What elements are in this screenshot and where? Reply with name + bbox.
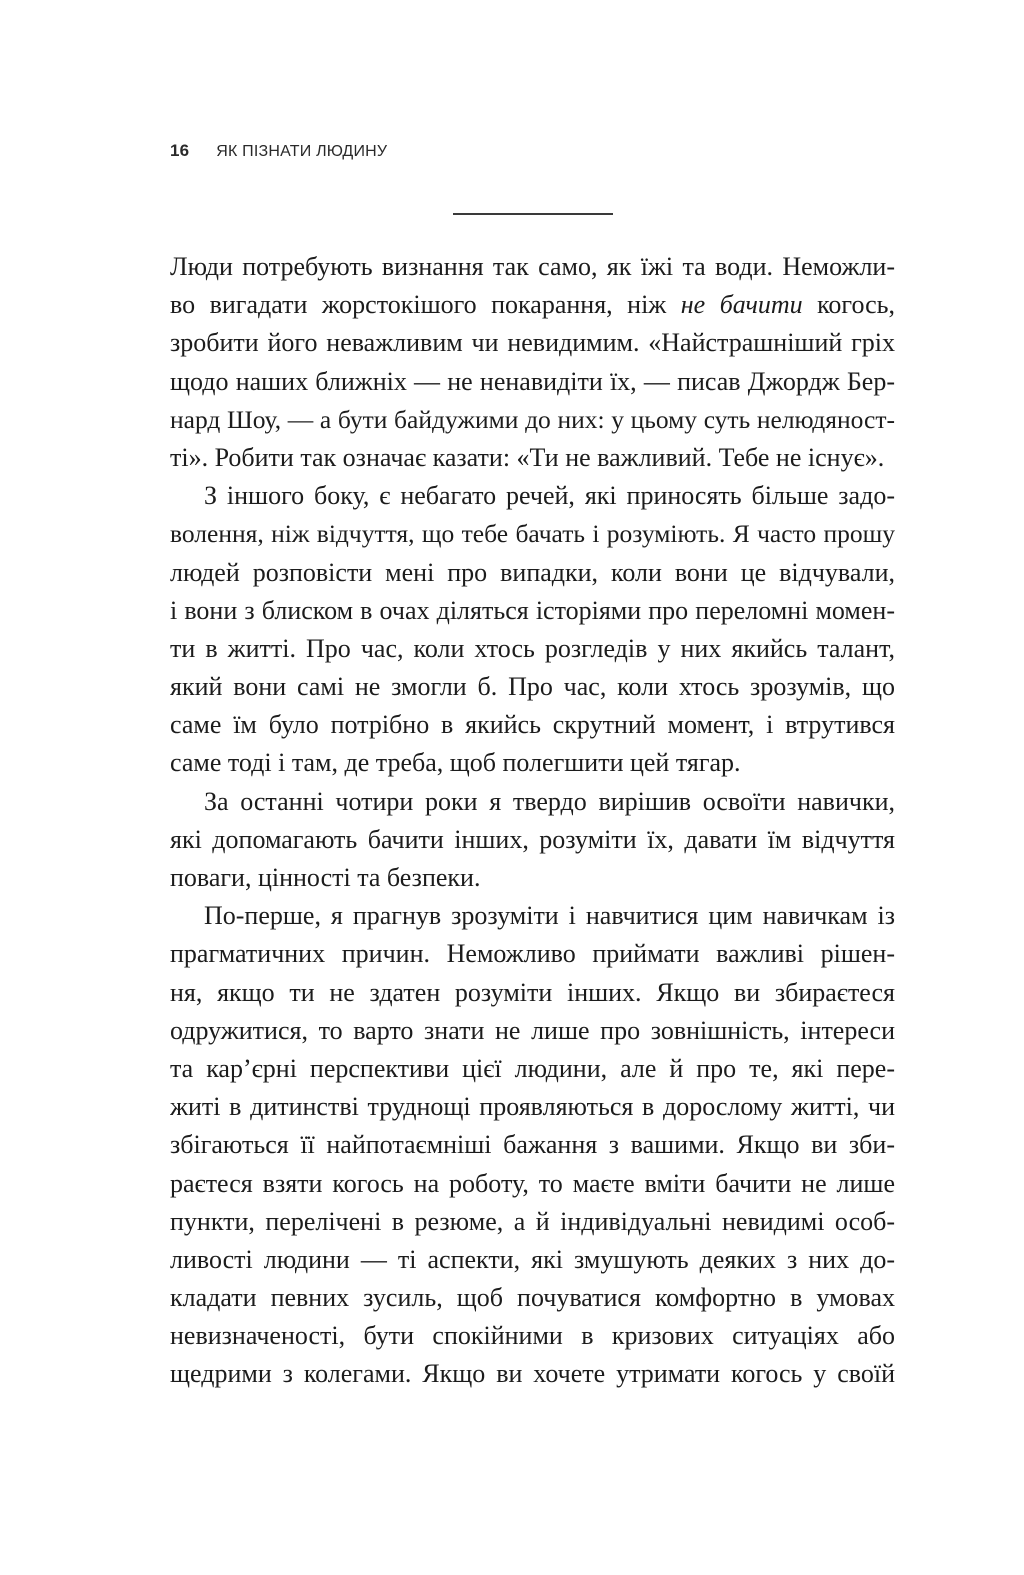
text-line: щодо наших ближніх — не ненавидіти їх, — писав Джордж Бер- [170, 366, 895, 396]
text-line: Люди потребують визнання так само, як їжі та води. Неможли- [170, 252, 895, 281]
text-line: ня, якщо ти не здатен розуміти інших. Якщо ви збираєтеся [170, 977, 895, 1007]
text-line: зробити його неважливим чи невидимим. «Найстрашніший гріх [170, 328, 895, 358]
text-line: волення, ніж відчуття, що тебе бачать і розуміють. Я часто прошу [170, 519, 895, 549]
text-line: людей розповісти мені про випадки, коли вони це відчували, [170, 557, 895, 587]
text-line: та кар’єрні перспективи цієї людини, але й про те, які пере- [170, 1053, 895, 1083]
text-line: саме їм було потрібно в якийсь скрутний момент, і втрутився [170, 710, 895, 740]
text-line: нард Шоу, — а бути байдужими до них: у цьому суть нелюдяност- [170, 404, 895, 434]
section-divider [453, 213, 613, 215]
running-header [170, 141, 387, 161]
text-line: і вони з блиском в очах діляться історіями про переломні момен- [170, 595, 895, 625]
paragraph [170, 477, 895, 783]
text-line: щедрими з колегами. Якщо ви хочете утримати когось у своїй [170, 1359, 895, 1389]
text-line: збігаються її найпотаємніші бажання з вашими. Якщо ви зби- [170, 1130, 895, 1160]
text-line [170, 286, 895, 324]
text-line: який вони самі не змогли б. Про час, коли хтось зрозумів, що [170, 672, 895, 702]
text-line: За останні чотири роки я твердо вирішив освоїти навички, [204, 786, 895, 816]
text-line: раєтеся взяти когось на роботу, то маєте вміти бачити не лише [170, 1168, 895, 1198]
paragraph [170, 783, 895, 898]
text-line: поваги, цінності та безпеки. [170, 863, 481, 892]
text-line: прагматичних причин. Неможливо приймати важливі рішен- [170, 939, 895, 969]
text-line: саме тоді і там, де треба, щоб полегшити цей тягар. [170, 748, 741, 778]
text-line: житі в дитинстві труднощі проявляються в дорослому житті, чи [170, 1092, 895, 1122]
text-line: ті». Робити так означає казати: «Ти не важливий. Тебе не існує». [170, 442, 885, 472]
text-line: пункти, перелічені в резюме, а й індивідуальні невидимі особ- [170, 1206, 895, 1236]
emphasized-text: не бачити [680, 290, 803, 320]
text-line: які допомагають бачити інших, розуміти їх, давати їм відчуття [170, 824, 895, 854]
body-text [170, 248, 895, 1394]
page-number: 16 [170, 141, 190, 160]
text-segment: во вигадати жорстокішого покарання, ніж [170, 290, 681, 320]
paragraph [170, 248, 895, 477]
text-line: кладати певних зусиль, щоб почуватися комфортно в умовах [170, 1283, 895, 1313]
text-line: ти в житті. Про час, коли хтось розгледів у них якийсь талант, [170, 633, 895, 663]
text-line: невизначеності, бути спокійними в кризових ситуаціях або [170, 1321, 895, 1351]
running-title: ЯК ПІЗНАТИ ЛЮДИНУ [216, 143, 388, 160]
text-line: одружитися, то варто знати не лише про зовнішність, інтереси [170, 1015, 895, 1045]
text-line: По-перше, я прагнув зрозуміти і навчитися цим навичкам із [204, 901, 895, 931]
text-line: ливості людини — ті аспекти, які змушують деяких з них до- [170, 1244, 895, 1274]
paragraph [170, 897, 895, 1393]
text-segment: когось, [802, 290, 895, 320]
text-line: З іншого боку, є небагато речей, які приносять більше задо- [204, 481, 895, 511]
